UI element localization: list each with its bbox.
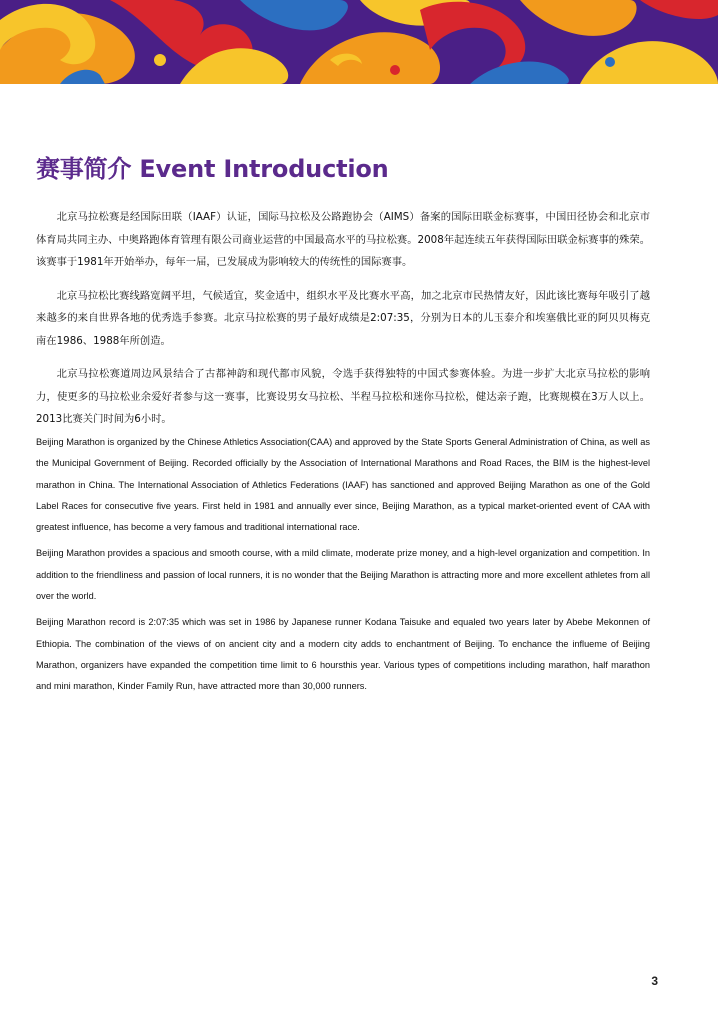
swirl-pattern-graphic [0,0,718,84]
page-title: 赛事简介 Event Introduction [36,155,389,184]
english-paragraph-2: Beijing Marathon provides a spacious and smooth course, with a mild climate, moderate prize money, and a high-level organization and competition. In addition to the friendliness and passion of local runners, it is no wonder that the Beijing Marathon is attracting more and more excellent athletes from all over the world. [36,548,650,602]
chinese-paragraph-2: 北京马拉松比赛线路宽阔平坦，气候适宜，奖金适中，组织水平及比赛水平高，加之北京市民热情友好，因此该比赛每年吸引了越来越多的来自世界各地的优秀选手参赛。北京马拉松赛的男子最好成绩是2:07:35，分别为日本的儿玉泰介和埃塞俄比亚的阿贝贝梅克南在1986、1988年所创造。 [36,289,650,347]
chinese-paragraph-1: 北京马拉松赛是经国际田联（IAAF）认证，国际马拉松及公路跑协会（AIMS）备案的国际田联金标赛事，中国田径协会和北京市体育局共同主办、中奥路跑体育管理有限公司商业运营的中国最高水平的马拉松赛。2008年起连续五年获得国际田联金标赛事的殊荣。该赛事于1981年开始举办，每年一届，已发展成为影响较大的传统性的国际赛事。 [36,211,650,268]
english-paragraph-3: Beijing Marathon record is 2:07:35 which was set in 1986 by Japanese runner Kodana Taisuke and equaled two years later by Abebe Mekonnen of Ethiopia. The combination of the views of on ancient city and a modern city adds to enchantment of Beijing. To enchance the influeme of Beijing Marathon, organizers have expanded the competition time limit to 6 hoursthis year. Various types of competitions including marathon, half marathon and mini marathon, Kinder Family Run, have attracted more than 30,000 runners. [36,617,650,692]
decorative-header-banner [0,0,718,84]
page-number: 3 [651,974,658,988]
chinese-introduction [36,206,650,442]
chinese-paragraph-3: 北京马拉松赛道周边风景结合了古都神韵和现代都市风貌，令选手获得独特的中国式参赛体验。为进一步扩大北京马拉松的影响力，使更多的马拉松业余爱好者参与这一赛事，比赛设男女马拉松、半程马拉松和迷你马拉松，健达亲子跑，比赛规模在3万人以上。2013比赛关门时间为6小时。 [36,368,650,425]
english-introduction [36,432,650,703]
english-paragraph-1: Beijing Marathon is organized by the Chinese Athletics Association(CAA) and approved by the State Sports General Administration of China, as well as the Municipal Government of Beijing. Recorded officially by the Association of International Marathons and Road Races, the BIM is the highest-level marathon in China. The International Association of Athletics Federations (IAAF) has sanctioned and approved Beijing Marathon as one of the Gold Label Races for consecutive five years. First held in 1981 and annually ever since, Beijing Marathon, as a typical market-oriented event of CAA with greatest influence, has become a very famous and traditional international race. [36,437,650,533]
